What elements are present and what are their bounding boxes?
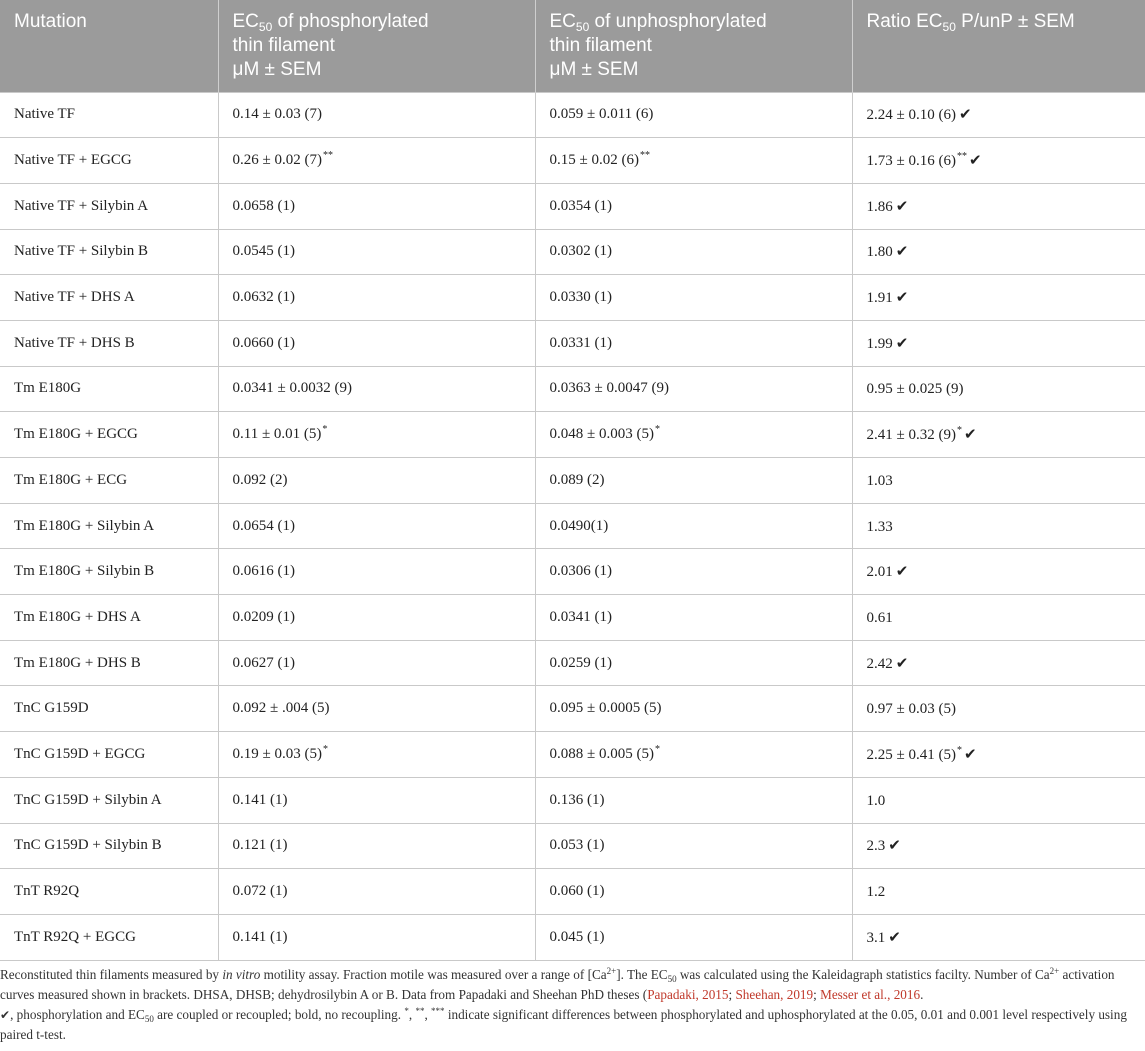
cell-unphosphorylated-value: 0.0330 (1) <box>549 289 612 306</box>
check-icon: ✔ <box>888 927 901 946</box>
cell-phosphorylated-value: 0.0545 (1) <box>232 243 295 260</box>
table-body <box>0 92 1145 960</box>
footnote-sub: 50 <box>667 974 677 984</box>
header-unphos-line2: thin filament <box>549 35 652 56</box>
cell-ratio-value: 0.97 ± 0.03 (5) <box>866 701 956 718</box>
cell-phosphorylated <box>218 823 535 869</box>
cell-unphosphorylated <box>535 823 852 869</box>
cell-unphosphorylated <box>535 549 852 595</box>
cell-unphosphorylated-value: 0.0302 (1) <box>549 243 612 260</box>
cell-phosphorylated-value: 0.0658 (1) <box>232 197 295 214</box>
cell-ratio-value: 2.01 <box>866 564 893 581</box>
cell-unphosphorylated <box>535 869 852 915</box>
footnote-sup: 2+ <box>606 966 617 976</box>
table-row <box>0 869 1145 915</box>
cell-phosphorylated-value: 0.0632 (1) <box>232 289 295 306</box>
table-row <box>0 686 1145 732</box>
header-phos-line3: μM ± SEM <box>232 59 322 80</box>
cell-phosphorylated <box>218 549 535 595</box>
cell-mutation-value: TnC G159D + Silybin A <box>14 791 162 808</box>
footnote-text: ]. The EC <box>616 967 668 982</box>
cell-unphosphorylated <box>535 92 852 138</box>
cell-phosphorylated-value: 0.0654 (1) <box>232 517 295 534</box>
cell-phosphorylated <box>218 92 535 138</box>
significance-marker: ** <box>639 150 650 162</box>
table-row <box>0 640 1145 686</box>
cell-ratio-value: 1.86 <box>866 198 893 215</box>
cell-phosphorylated <box>218 138 535 184</box>
cell-ratio <box>852 458 1145 504</box>
cell-ratio <box>852 503 1145 549</box>
header-unphos-line1: of unphosphorylated <box>589 11 767 32</box>
header-mutation-label: Mutation <box>14 11 87 32</box>
cell-ratio-value: 2.3 <box>866 838 886 855</box>
cell-unphosphorylated <box>535 914 852 960</box>
table-row <box>0 458 1145 504</box>
cell-mutation <box>0 503 218 549</box>
cell-mutation <box>0 138 218 184</box>
cell-ratio <box>852 686 1145 732</box>
cell-ratio-value: 0.95 ± 0.025 (9) <box>866 381 964 398</box>
cell-unphosphorylated-value: 0.095 ± 0.0005 (5) <box>549 700 662 717</box>
check-icon: ✔ <box>963 744 977 763</box>
footnote-text: , <box>424 1007 432 1022</box>
cell-phosphorylated <box>218 458 535 504</box>
cell-ratio <box>852 320 1145 366</box>
citation-link-sheehan[interactable]: Sheehan, 2019 <box>735 987 814 1002</box>
cell-ratio <box>852 732 1145 778</box>
cell-unphosphorylated-value: 0.089 (2) <box>549 471 605 488</box>
cell-mutation <box>0 320 218 366</box>
table-row <box>0 92 1145 138</box>
cell-unphosphorylated <box>535 732 852 778</box>
cell-ratio-value: 2.25 ± 0.41 (5) <box>866 746 956 763</box>
cell-mutation-value: Native TF + Silybin B <box>14 243 149 260</box>
cell-ratio-value: 2.42 <box>866 655 893 672</box>
cell-ratio-value: 2.41 ± 0.32 (9) <box>866 427 956 444</box>
check-icon: ✔ <box>888 836 901 855</box>
cell-unphosphorylated-value: 0.0331 (1) <box>549 334 612 351</box>
citation-link-messer[interactable]: Messer et al., 2016 <box>820 987 921 1002</box>
cell-mutation-value: TnC G159D <box>14 700 89 717</box>
cell-mutation-value: Native TF + DHS B <box>14 334 135 351</box>
cell-unphosphorylated-value: 0.045 (1) <box>549 928 605 945</box>
cell-unphosphorylated-value: 0.0354 (1) <box>549 197 612 214</box>
cell-mutation-value: Native TF <box>14 106 75 123</box>
cell-mutation <box>0 229 218 275</box>
cell-phosphorylated <box>218 869 535 915</box>
cell-unphosphorylated-value: 0.0363 ± 0.0047 (9) <box>549 380 669 397</box>
cell-ratio <box>852 229 1145 275</box>
table-row <box>0 914 1145 960</box>
cell-ratio <box>852 366 1145 412</box>
cell-mutation-value: Tm E180G + DHS B <box>14 654 141 671</box>
cell-phosphorylated-value: 0.092 ± .004 (5) <box>232 700 330 717</box>
significance-marker: * <box>654 743 660 755</box>
cell-unphosphorylated <box>535 686 852 732</box>
cell-unphosphorylated <box>535 138 852 184</box>
cell-phosphorylated-value: 0.26 ± 0.02 (7) <box>232 152 322 169</box>
cell-phosphorylated <box>218 732 535 778</box>
cell-phosphorylated <box>218 275 535 321</box>
cell-phosphorylated-value: 0.0616 (1) <box>232 563 295 580</box>
footnote-text: ; <box>728 987 736 1002</box>
significance-marker: * <box>956 425 962 437</box>
header-unphos-sub: 50 <box>575 20 590 34</box>
table-row <box>0 777 1145 823</box>
header-phos-sub: 50 <box>258 20 273 34</box>
cell-mutation-value: Tm E180G + EGCG <box>14 426 138 443</box>
cell-ratio <box>852 275 1145 321</box>
footnote-italic: in vitro <box>222 967 261 982</box>
cell-phosphorylated <box>218 640 535 686</box>
significance-marker: * <box>654 424 660 436</box>
cell-ratio-value: 1.91 <box>866 290 893 307</box>
cell-ratio <box>852 183 1145 229</box>
header-unphosphorylated <box>535 0 852 92</box>
cell-ratio-value: 1.80 <box>866 244 893 261</box>
cell-phosphorylated-value: 0.0627 (1) <box>232 654 295 671</box>
check-icon: ✔ <box>958 105 972 124</box>
cell-unphosphorylated-value: 0.060 (1) <box>549 883 605 900</box>
significance-marker: * <box>322 424 328 436</box>
cell-phosphorylated-value: 0.0660 (1) <box>232 334 295 351</box>
significance-marker: ** <box>322 150 333 162</box>
cell-mutation <box>0 595 218 641</box>
cell-unphosphorylated-value: 0.0259 (1) <box>549 654 612 671</box>
cell-unphosphorylated <box>535 320 852 366</box>
cell-mutation-value: Tm E180G <box>14 380 82 397</box>
header-ratio-prefix: Ratio EC <box>866 11 943 32</box>
header-ratio-sub: 50 <box>942 20 956 34</box>
citation-link-papadaki[interactable]: Papadaki, 2015 <box>647 987 729 1002</box>
cell-mutation-value: Native TF + DHS A <box>14 289 135 306</box>
cell-unphosphorylated <box>535 275 852 321</box>
cell-unphosphorylated <box>535 458 852 504</box>
footnote-sup: 2+ <box>1049 966 1060 976</box>
cell-mutation <box>0 549 218 595</box>
cell-mutation <box>0 914 218 960</box>
cell-unphosphorylated-value: 0.0306 (1) <box>549 563 612 580</box>
cell-phosphorylated-value: 0.11 ± 0.01 (5) <box>232 426 322 443</box>
cell-mutation-value: Tm E180G + Silybin B <box>14 563 155 580</box>
cell-mutation-value: Tm E180G + DHS A <box>14 608 141 625</box>
table-footnote <box>0 965 1145 1045</box>
check-icon: ✔ <box>895 333 909 352</box>
check-icon: ✔ <box>895 562 909 581</box>
cell-ratio <box>852 138 1145 184</box>
cell-phosphorylated <box>218 595 535 641</box>
cell-unphosphorylated-value: 0.0341 (1) <box>549 608 612 625</box>
cell-phosphorylated <box>218 366 535 412</box>
cell-mutation-value: TnC G159D + Silybin B <box>14 837 162 854</box>
header-phos-prefix: EC <box>232 11 259 32</box>
cell-unphosphorylated-value: 0.053 (1) <box>549 837 605 854</box>
cell-ratio-value: 3.1 <box>866 929 886 946</box>
table-row <box>0 183 1145 229</box>
footnote-text: motility assay. Fraction motile was measured over a range of [Ca <box>260 967 607 982</box>
footnote-text: , phosphorylation and EC <box>10 1007 145 1022</box>
table-row <box>0 595 1145 641</box>
cell-mutation <box>0 869 218 915</box>
cell-mutation <box>0 275 218 321</box>
cell-unphosphorylated-value: 0.0490(1) <box>549 517 609 534</box>
cell-mutation <box>0 92 218 138</box>
header-unphos-line3: μM ± SEM <box>549 59 639 80</box>
cell-ratio-value: 1.0 <box>866 792 886 809</box>
cell-ratio <box>852 640 1145 686</box>
cell-ratio <box>852 595 1145 641</box>
cell-ratio <box>852 549 1145 595</box>
cell-unphosphorylated <box>535 366 852 412</box>
cell-unphosphorylated <box>535 183 852 229</box>
significance-marker: * <box>322 743 328 755</box>
cell-mutation <box>0 777 218 823</box>
cell-unphosphorylated <box>535 595 852 641</box>
cell-mutation <box>0 366 218 412</box>
table-row <box>0 320 1145 366</box>
cell-unphosphorylated-value: 0.048 ± 0.003 (5) <box>549 426 654 443</box>
significance-marker: * <box>956 744 962 756</box>
table-row <box>0 275 1145 321</box>
cell-ratio <box>852 869 1145 915</box>
cell-phosphorylated <box>218 686 535 732</box>
footnote-text: ; <box>813 987 821 1002</box>
cell-ratio-value: 0.61 <box>866 609 893 626</box>
check-icon: ✔ <box>895 196 909 215</box>
cell-mutation-value: Tm E180G + ECG <box>14 471 128 488</box>
cell-phosphorylated-value: 0.121 (1) <box>232 837 288 854</box>
check-icon: ✔ <box>895 653 909 672</box>
header-phosphorylated <box>218 0 535 92</box>
cell-unphosphorylated-value: 0.088 ± 0.005 (5) <box>549 745 654 762</box>
cell-phosphorylated-value: 0.14 ± 0.03 (7) <box>232 106 322 123</box>
cell-unphosphorylated-value: 0.136 (1) <box>549 791 605 808</box>
cell-unphosphorylated <box>535 777 852 823</box>
cell-mutation <box>0 458 218 504</box>
cell-mutation-value: TnC G159D + EGCG <box>14 745 146 762</box>
cell-mutation-value: Native TF + Silybin A <box>14 197 149 214</box>
footnote-text: , <box>408 1007 416 1022</box>
cell-phosphorylated-value: 0.141 (1) <box>232 791 288 808</box>
cell-phosphorylated <box>218 914 535 960</box>
cell-unphosphorylated <box>535 229 852 275</box>
cell-mutation-value: TnT R92Q <box>14 883 80 900</box>
table-row <box>0 366 1145 412</box>
cell-mutation <box>0 732 218 778</box>
cell-phosphorylated <box>218 503 535 549</box>
cell-mutation <box>0 686 218 732</box>
header-row <box>0 0 1145 92</box>
cell-ratio-value: 1.73 ± 0.16 (6) <box>866 153 956 170</box>
header-ratio <box>852 0 1145 92</box>
cell-mutation-value: Tm E180G + Silybin A <box>14 517 155 534</box>
header-phos-line2: thin filament <box>232 35 335 56</box>
cell-mutation <box>0 183 218 229</box>
table-row <box>0 823 1145 869</box>
check-icon: ✔ <box>0 1008 11 1022</box>
footnote-text: are coupled or recoupled; bold, no recoupling. <box>153 1007 405 1022</box>
cell-ratio-value: 1.33 <box>866 518 893 535</box>
cell-mutation-value: Native TF + EGCG <box>14 152 132 169</box>
footnote-text: indicate significant differences between phosphorylated and uphosphorylated at the 0.05, 0.01 and 0.001 level respectively using paired t-test. <box>0 1007 1127 1042</box>
check-icon: ✔ <box>895 242 909 261</box>
cell-phosphorylated <box>218 412 535 458</box>
significance-marker: ** <box>956 151 967 163</box>
cell-unphosphorylated-value: 0.15 ± 0.02 (6) <box>549 152 639 169</box>
table-row <box>0 138 1145 184</box>
header-phos-line1: of phosphorylated <box>272 11 429 32</box>
footnote-sub: 50 <box>144 1014 154 1024</box>
cell-mutation-value: TnT R92Q + EGCG <box>14 928 136 945</box>
cell-phosphorylated-value: 0.0209 (1) <box>232 608 295 625</box>
footnote-sup: ** <box>415 1006 425 1016</box>
cell-ratio <box>852 92 1145 138</box>
cell-ratio-value: 2.24 ± 0.10 (6) <box>866 107 956 124</box>
header-ratio-rest: P/unP ± SEM <box>955 11 1075 32</box>
cell-unphosphorylated <box>535 412 852 458</box>
cell-phosphorylated-value: 0.092 (2) <box>232 471 288 488</box>
check-icon: ✔ <box>895 288 909 307</box>
table-row <box>0 503 1145 549</box>
footnote-sup: *** <box>431 1006 445 1016</box>
cell-unphosphorylated-value: 0.059 ± 0.011 (6) <box>549 106 654 123</box>
header-unphos-prefix: EC <box>549 11 576 32</box>
footnote-text: activation curves measured shown in brackets. DHSA, DHSB; dehydrosilybin A or B. Data from Papadaki and Sheehan PhD theses ( <box>0 967 1115 1002</box>
table-row <box>0 549 1145 595</box>
cell-phosphorylated <box>218 183 535 229</box>
cell-phosphorylated-value: 0.072 (1) <box>232 883 288 900</box>
check-icon: ✔ <box>963 425 977 444</box>
cell-unphosphorylated <box>535 503 852 549</box>
footnote-text: was calculated using the Kaleidagraph statistics facilty. Number of Ca <box>676 967 1050 982</box>
check-icon: ✔ <box>968 151 982 170</box>
cell-phosphorylated-value: 0.141 (1) <box>232 928 288 945</box>
cell-ratio-value: 1.99 <box>866 335 893 352</box>
footnote-text: . <box>920 987 924 1002</box>
footnote-sup: * <box>404 1006 409 1016</box>
cell-ratio-value: 1.2 <box>866 884 886 901</box>
cell-ratio <box>852 412 1145 458</box>
table-header <box>0 0 1145 92</box>
cell-phosphorylated <box>218 777 535 823</box>
cell-phosphorylated <box>218 320 535 366</box>
cell-mutation <box>0 823 218 869</box>
header-mutation <box>0 0 218 92</box>
table-row <box>0 229 1145 275</box>
cell-ratio <box>852 823 1145 869</box>
footnote-text: Reconstituted thin filaments measured by <box>0 967 223 982</box>
cell-phosphorylated-value: 0.19 ± 0.03 (5) <box>232 745 322 762</box>
cell-phosphorylated-value: 0.0341 ± 0.0032 (9) <box>232 380 352 397</box>
table-row <box>0 732 1145 778</box>
cell-ratio-value: 1.03 <box>866 472 893 489</box>
cell-mutation <box>0 412 218 458</box>
cell-ratio <box>852 777 1145 823</box>
cell-mutation <box>0 640 218 686</box>
cell-ratio <box>852 914 1145 960</box>
table-row <box>0 412 1145 458</box>
cell-phosphorylated <box>218 229 535 275</box>
cell-unphosphorylated <box>535 640 852 686</box>
